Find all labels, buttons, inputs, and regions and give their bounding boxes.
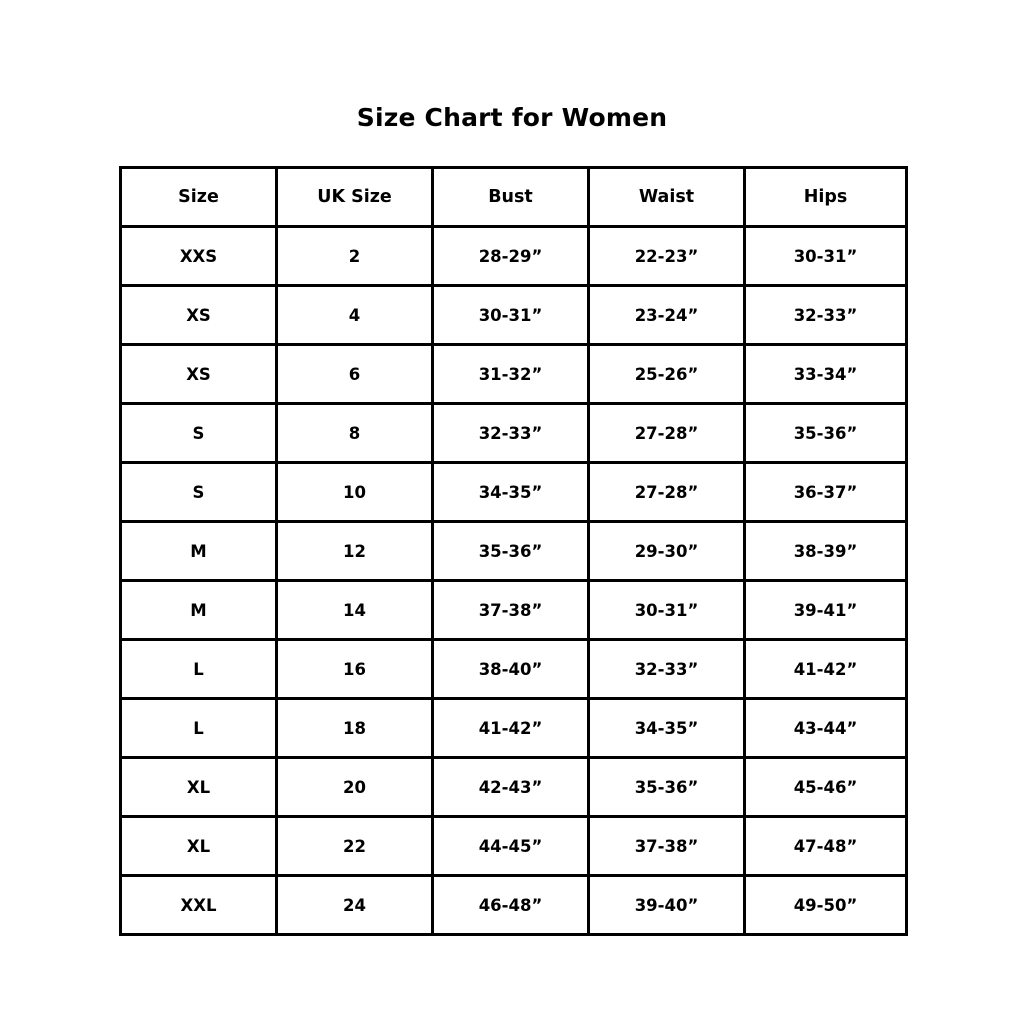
table-row bbox=[121, 463, 907, 522]
cell-uk-size: 2 bbox=[277, 227, 433, 286]
cell-size: L bbox=[121, 640, 277, 699]
cell-size: XXS bbox=[121, 227, 277, 286]
table-row bbox=[121, 876, 907, 935]
cell-hips: 45-46” bbox=[745, 758, 907, 817]
table-row bbox=[121, 817, 907, 876]
cell-size: M bbox=[121, 581, 277, 640]
table-header bbox=[121, 168, 907, 227]
table-body bbox=[121, 227, 907, 935]
cell-bust: 35-36” bbox=[433, 522, 589, 581]
cell-waist: 37-38” bbox=[589, 817, 745, 876]
column-header-waist: Waist bbox=[589, 168, 745, 227]
cell-uk-size: 12 bbox=[277, 522, 433, 581]
cell-bust: 46-48” bbox=[433, 876, 589, 935]
table-row bbox=[121, 640, 907, 699]
cell-uk-size: 22 bbox=[277, 817, 433, 876]
cell-hips: 39-41” bbox=[745, 581, 907, 640]
cell-waist: 35-36” bbox=[589, 758, 745, 817]
cell-bust: 38-40” bbox=[433, 640, 589, 699]
cell-uk-size: 6 bbox=[277, 345, 433, 404]
table-row bbox=[121, 345, 907, 404]
cell-size: S bbox=[121, 463, 277, 522]
table-row bbox=[121, 522, 907, 581]
cell-hips: 38-39” bbox=[745, 522, 907, 581]
table-row bbox=[121, 404, 907, 463]
cell-uk-size: 20 bbox=[277, 758, 433, 817]
cell-bust: 30-31” bbox=[433, 286, 589, 345]
cell-uk-size: 14 bbox=[277, 581, 433, 640]
cell-uk-size: 16 bbox=[277, 640, 433, 699]
cell-uk-size: 8 bbox=[277, 404, 433, 463]
cell-bust: 34-35” bbox=[433, 463, 589, 522]
cell-waist: 34-35” bbox=[589, 699, 745, 758]
cell-waist: 32-33” bbox=[589, 640, 745, 699]
cell-bust: 28-29” bbox=[433, 227, 589, 286]
cell-size: XS bbox=[121, 345, 277, 404]
column-header-bust: Bust bbox=[433, 168, 589, 227]
cell-bust: 31-32” bbox=[433, 345, 589, 404]
cell-hips: 36-37” bbox=[745, 463, 907, 522]
cell-size: XL bbox=[121, 758, 277, 817]
table-row bbox=[121, 699, 907, 758]
column-header-size: Size bbox=[121, 168, 277, 227]
cell-waist: 27-28” bbox=[589, 463, 745, 522]
cell-size: L bbox=[121, 699, 277, 758]
cell-hips: 32-33” bbox=[745, 286, 907, 345]
size-chart-table-wrapper bbox=[119, 166, 905, 936]
cell-waist: 39-40” bbox=[589, 876, 745, 935]
table-header-row bbox=[121, 168, 907, 227]
cell-hips: 35-36” bbox=[745, 404, 907, 463]
table-row bbox=[121, 581, 907, 640]
cell-hips: 30-31” bbox=[745, 227, 907, 286]
table-row bbox=[121, 227, 907, 286]
cell-waist: 27-28” bbox=[589, 404, 745, 463]
cell-hips: 49-50” bbox=[745, 876, 907, 935]
cell-size: S bbox=[121, 404, 277, 463]
table-row bbox=[121, 286, 907, 345]
cell-uk-size: 24 bbox=[277, 876, 433, 935]
cell-waist: 23-24” bbox=[589, 286, 745, 345]
cell-hips: 41-42” bbox=[745, 640, 907, 699]
cell-size: XL bbox=[121, 817, 277, 876]
cell-hips: 43-44” bbox=[745, 699, 907, 758]
cell-bust: 44-45” bbox=[433, 817, 589, 876]
page-title: Size Chart for Women bbox=[356, 103, 668, 132]
cell-size: XS bbox=[121, 286, 277, 345]
cell-bust: 32-33” bbox=[433, 404, 589, 463]
size-chart-table bbox=[119, 166, 908, 936]
table-row bbox=[121, 758, 907, 817]
cell-bust: 41-42” bbox=[433, 699, 589, 758]
cell-bust: 37-38” bbox=[433, 581, 589, 640]
cell-size: XXL bbox=[121, 876, 277, 935]
cell-uk-size: 4 bbox=[277, 286, 433, 345]
cell-hips: 33-34” bbox=[745, 345, 907, 404]
cell-bust: 42-43” bbox=[433, 758, 589, 817]
cell-size: M bbox=[121, 522, 277, 581]
cell-uk-size: 18 bbox=[277, 699, 433, 758]
column-header-uk-size: UK Size bbox=[277, 168, 433, 227]
cell-uk-size: 10 bbox=[277, 463, 433, 522]
cell-waist: 30-31” bbox=[589, 581, 745, 640]
cell-waist: 25-26” bbox=[589, 345, 745, 404]
cell-waist: 29-30” bbox=[589, 522, 745, 581]
cell-waist: 22-23” bbox=[589, 227, 745, 286]
cell-hips: 47-48” bbox=[745, 817, 907, 876]
column-header-hips: Hips bbox=[745, 168, 907, 227]
